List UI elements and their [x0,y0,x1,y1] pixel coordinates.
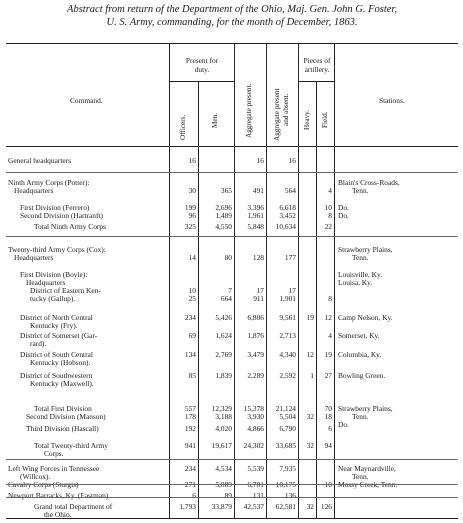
cell-men: 5,426 [215,313,232,322]
cell-field: 8 [328,294,332,303]
cell-agg: 4,866 [247,424,264,433]
row-label: First Division (Ferrero) [20,203,90,212]
title-line-1: Abstract from return of the Department of the Ohio, Maj. Gen. John G. Foster, [67,4,397,15]
cell-men: 4,534 [215,464,232,473]
cell-field: 70 [324,404,332,413]
row-label: (Willcox). [20,472,51,481]
cell-agg-abs: 33,685 [275,441,296,450]
cell-agg: 6,806 [247,313,264,322]
cell-agg-abs: 10,634 [275,222,296,231]
row-label: General headquarters [8,156,71,165]
cell-agg: 17 [256,286,264,295]
row-label: Total First Division [34,404,92,413]
row-label: Headquarters [26,278,66,287]
cell-agg-abs: 21,124 [275,404,296,413]
row-separator [6,459,458,460]
cell-heavy: 12 [306,350,314,359]
cell-field: 4 [328,331,332,340]
header-men: Men. [211,113,219,128]
cell-field: 6 [328,424,332,433]
cell-officers: 16 [188,156,196,165]
cell-officers: 192 [184,424,196,433]
cell-agg: 42,537 [243,502,264,511]
cell-agg-abs: 9,561 [279,313,296,322]
station-cell: Bowling Green. [338,371,386,380]
cell-agg: 16 [256,156,264,165]
station-cell: Louisville, Ky. [338,270,383,279]
col-divider-stations [334,43,335,518]
cell-agg: 491 [252,186,264,195]
cell-agg-abs: 62,581 [275,502,296,511]
row-label: Second Division (Manson) [26,412,106,421]
cell-agg-abs: 4,340 [279,350,296,359]
row-label: Cavalry Corps (Sturgis) [8,480,79,489]
cell-men: 1,624 [215,331,232,340]
cell-heavy: 19 [306,313,314,322]
station-cell: Tenn. [352,412,369,421]
cell-men: 2,696 [215,203,232,212]
station-cell: Do. [338,420,349,429]
row-label: District of Somerset (Gar- [20,331,98,340]
row-label: rard). [30,339,47,348]
station-cell: Strawberry Plains, [338,245,393,254]
cell-men: 2,769 [215,350,232,359]
cell-men: 80 [224,253,232,262]
header-agg-abs-1: Aggregate present [273,88,281,141]
station-cell: Tenn. [352,253,369,262]
cell-men: 19,617 [211,441,232,450]
station-cell: Blain's Cross-Roads, [338,178,400,187]
cell-officers: 178 [184,412,196,421]
cell-officers: 85 [188,371,196,380]
header-stations: Stations. [379,96,405,105]
row-separator [6,484,458,485]
cell-agg: 15,378 [243,404,264,413]
row-label: Ninth Army Corps (Potter): [8,178,90,187]
row-label: tucky (Gallup). [30,294,76,303]
cell-officers: 557 [184,404,196,413]
row-label: Kentucky (Hobson). [30,358,91,367]
table-top-rule [6,43,458,44]
header-bottom-rule [6,146,458,147]
cell-agg: 6,701 [247,480,264,489]
present-duty-subrule [169,81,234,82]
header-agg-abs-2: and absent. [282,93,290,126]
row-label: Headquarters [14,186,54,195]
cell-agg: 1,876 [247,331,264,340]
row-label: Twenty-third Army Corps (Cox): [8,245,106,254]
cell-men: 5,089 [215,480,232,489]
cell-officers: 1,793 [179,502,196,511]
header-command: Command. [70,96,103,105]
station-cell: Near Maynardville, [338,464,396,473]
row-label: District of South Central [20,350,93,359]
cell-agg: 3,479 [247,350,264,359]
header-aggregate-present: Aggregate present. [245,83,253,138]
row-label: Second Division (Hartranft) [20,211,103,220]
header-artillery-2: artillery. [304,65,330,74]
station-cell: Mossy Creek, Tenn. [338,480,398,489]
cell-agg-abs: 2,713 [279,331,296,340]
cell-agg: 911 [253,294,264,303]
cell-agg: 1,961 [247,211,264,220]
cell-field: 4 [328,186,332,195]
row-label: District of North Central [20,313,93,322]
cell-officers: 325 [184,222,196,231]
station-cell: Do. [338,203,349,212]
cell-agg-abs: 7,935 [279,464,296,473]
cell-agg-abs: 177 [284,253,296,262]
cell-officers: 69 [188,331,196,340]
cell-officers: 134 [184,350,196,359]
cell-agg-abs: 6,790 [279,424,296,433]
cell-men: 33,879 [211,502,232,511]
cell-field: 18 [324,412,332,421]
cell-field: 8 [328,211,332,220]
cell-men: 7 [228,286,232,295]
cell-men: 89 [224,491,232,500]
row-label: Total Twenty-third Army [34,441,108,450]
station-cell: Do. [338,211,349,220]
cell-agg: 128 [252,253,264,262]
cell-field: 94 [324,441,332,450]
cell-officers: 234 [184,464,196,473]
row-separator [6,236,458,237]
cell-agg: 2,289 [247,371,264,380]
row-label: District of Eastern Ken- [30,286,101,295]
station-cell: Tenn. [352,472,369,481]
row-label: Headquarters [14,253,54,262]
cell-agg-abs: 564 [284,186,296,195]
cell-field: 27 [324,371,332,380]
cell-officers: 25 [188,294,196,303]
cell-officers: 941 [184,441,196,450]
row-label: Grand total Department of [34,502,113,511]
station-cell: Strawberry Plains, [338,404,393,413]
table-bottom-rule [6,518,458,519]
title-line-2: U. S. Army, commanding, for the month of December, 1863. [106,17,358,28]
cell-agg: 24,302 [243,441,264,450]
station-cell: Columbia, Ky. [338,350,382,359]
cell-agg-abs: 136 [284,491,296,500]
cell-agg-abs: 17 [288,286,296,295]
cell-officers: 96 [188,211,196,220]
station-cell: Louisa, Ky. [338,278,373,287]
cell-men: 1,489 [215,211,232,220]
cell-field: 10 [324,480,332,489]
cell-heavy: 32 [306,441,314,450]
cell-officers: 234 [184,313,196,322]
row-label: Left Wing Forces in Tennessee [8,464,100,473]
header-present-duty-1: Present for [185,56,219,65]
row-label: First Division (Boyle): [20,270,88,279]
row-separator [6,172,458,173]
cell-men: 365 [220,186,232,195]
cell-men: 12,329 [211,404,232,413]
cell-heavy: 1 [310,371,314,380]
cell-field: 22 [324,222,332,231]
cell-men: 3,188 [215,412,232,421]
cell-men: 4,550 [215,222,232,231]
row-label: Total Ninth Army Corps [34,222,106,231]
header-artillery-1: Pieces of [303,56,331,65]
cell-agg: 5,848 [247,222,264,231]
cell-heavy: 32 [306,502,314,511]
cell-agg-abs: 5,504 [279,412,296,421]
header-officers: Officers. [179,114,187,140]
cell-agg: 3,396 [247,203,264,212]
row-separator [6,497,458,498]
row-label: Kentucky (Fry). [30,321,78,330]
document-title [6,3,458,29]
row-label: Newport Barracks, Ky. (Eastman) [8,491,109,500]
cell-agg-abs: 1,901 [279,294,296,303]
cell-officers: 199 [184,203,196,212]
header-heavy: Heavy. [303,109,311,130]
station-cell: Camp Nelson, Ky. [338,313,393,322]
cell-men: 4,020 [215,424,232,433]
cell-officers: 14 [188,253,196,262]
cell-officers: 30 [188,186,196,195]
cell-agg-abs: 2,592 [279,371,296,380]
station-cell: Somerset, Ky. [338,331,380,340]
cell-agg-abs: 3,452 [279,211,296,220]
cell-field: 126 [320,502,332,511]
cell-agg: 3,930 [247,412,264,421]
cell-officers: 271 [184,480,196,489]
cell-field: 19 [324,350,332,359]
cell-agg-abs: 16 [288,156,296,165]
cell-heavy: 32 [306,412,314,421]
cell-agg: 131 [252,491,264,500]
cell-officers: 6 [192,491,196,500]
cell-men: 664 [220,294,232,303]
cell-agg: 5,539 [247,464,264,473]
header-present-duty-2: duty. [194,65,210,74]
cell-agg-abs: 6,618 [279,203,296,212]
cell-field: 12 [324,313,332,322]
cell-men: 1,839 [215,371,232,380]
row-label: District of Southwestern [20,371,93,380]
row-label: Corps. [44,449,64,458]
row-label: Kentucky (Maxwell). [30,379,94,388]
cell-field: 10 [324,203,332,212]
cell-agg-abs: 10,175 [275,480,296,489]
row-label: Third Division (Hascall) [26,424,99,433]
station-cell: Tenn. [352,186,369,195]
cell-officers: 10 [188,286,196,295]
header-field: Field. [321,111,329,128]
row-label: the Ohio. [44,510,72,519]
